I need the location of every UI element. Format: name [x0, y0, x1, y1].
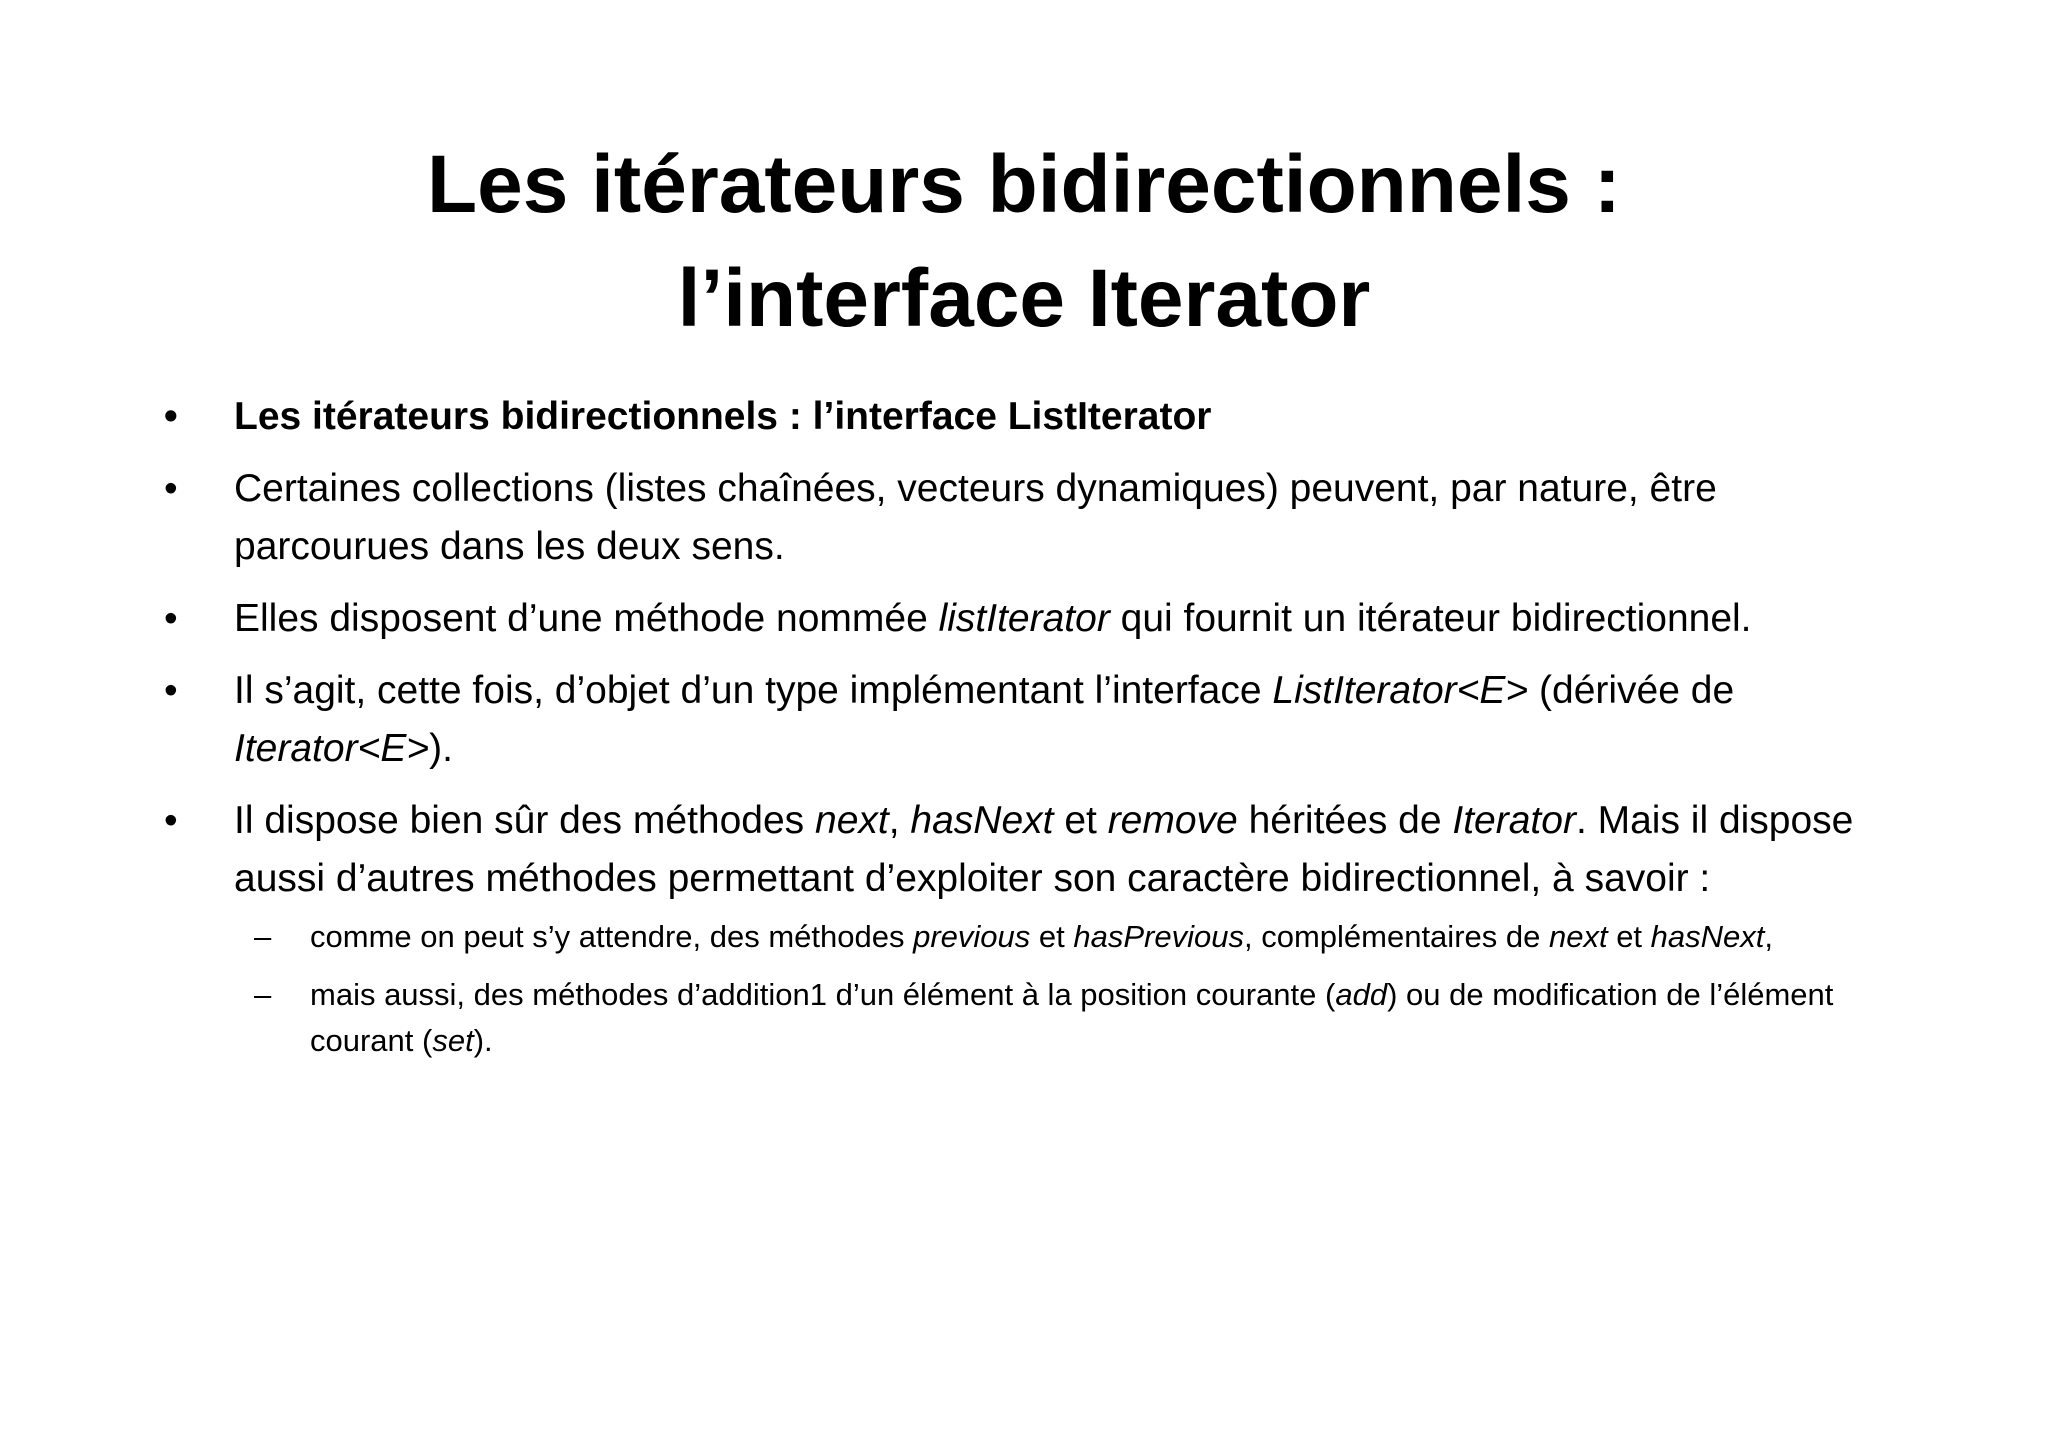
code-term: hasNext — [1650, 919, 1765, 954]
bullet-item-interface-type — [160, 662, 1920, 778]
sub-bullet-text: ). — [473, 1023, 493, 1058]
code-term: hasNext — [910, 799, 1054, 842]
code-term: remove — [1107, 799, 1238, 842]
code-term: hasPrevious — [1073, 919, 1244, 954]
sub-bullet-text: mais aussi, des méthodes d’addition1 d’un élément à la position courante ( — [310, 977, 1336, 1012]
code-term: ListIterator<E> — [1272, 669, 1529, 712]
sub-bullet-text: et — [1607, 919, 1651, 954]
code-term: next — [815, 799, 889, 842]
bullet-item-collections — [160, 460, 1920, 576]
bullet-item-methods — [160, 792, 1920, 1064]
bullet-text: , — [888, 799, 911, 842]
sub-bullet-text: ) ou de modification de l’élément courant ( — [310, 977, 1834, 1058]
slide-title-line-2: l’interface Iterator — [677, 253, 1371, 344]
code-term: listIterator — [938, 597, 1110, 640]
bullet-text: (dérivée de — [1528, 669, 1735, 712]
bullet-text: . Mais il dispose aussi d’autres méthodes permettant d’exploiter son caractère bidirectionnel, à savoir : — [234, 799, 1854, 900]
bullet-text: Il s’agit, cette fois, d’objet d’un type implémentant l’interface — [234, 669, 1273, 712]
sub-bullet-list — [234, 914, 1920, 1064]
sub-bullet-item-add-set — [234, 972, 1920, 1064]
bullet-text: Certaines collections (listes chaînées, vecteurs dynamiques) peuvent, par nature, être parcourues dans les deux sens. — [234, 467, 1717, 568]
code-term: next — [1548, 919, 1608, 954]
bullet-list — [160, 388, 1920, 1078]
code-term: previous — [913, 919, 1031, 954]
bullet-item-listiterator-method — [160, 590, 1920, 648]
sub-bullet-item-previous — [234, 914, 1920, 960]
bullet-text: Les itérateurs bidirectionnels : l’interface ListIterator — [234, 395, 1212, 438]
code-term: set — [432, 1023, 474, 1058]
bullet-item-listiterator-heading — [160, 388, 1920, 446]
slide-title-line-1: Les itérateurs bidirectionnels : — [427, 139, 1621, 230]
bullet-text: Elles disposent d’une méthode nommée — [234, 597, 939, 640]
code-term: Iterator<E> — [234, 727, 430, 770]
sub-bullet-text: , — [1764, 919, 1774, 954]
code-term: add — [1335, 977, 1388, 1012]
bullet-text: qui fournit un itérateur bidirectionnel. — [1109, 597, 1752, 640]
bullet-text: héritées de — [1237, 799, 1453, 842]
sub-bullet-text: et — [1030, 919, 1074, 954]
code-term: Iterator — [1452, 799, 1576, 842]
sub-bullet-text: comme on peut s’y attendre, des méthodes — [310, 919, 914, 954]
slide-title — [0, 128, 2048, 356]
bullet-text: Il dispose bien sûr des méthodes — [234, 799, 816, 842]
bullet-text: et — [1053, 799, 1108, 842]
bullet-text: ). — [429, 727, 453, 770]
sub-bullet-text: , complémentaires de — [1243, 919, 1549, 954]
